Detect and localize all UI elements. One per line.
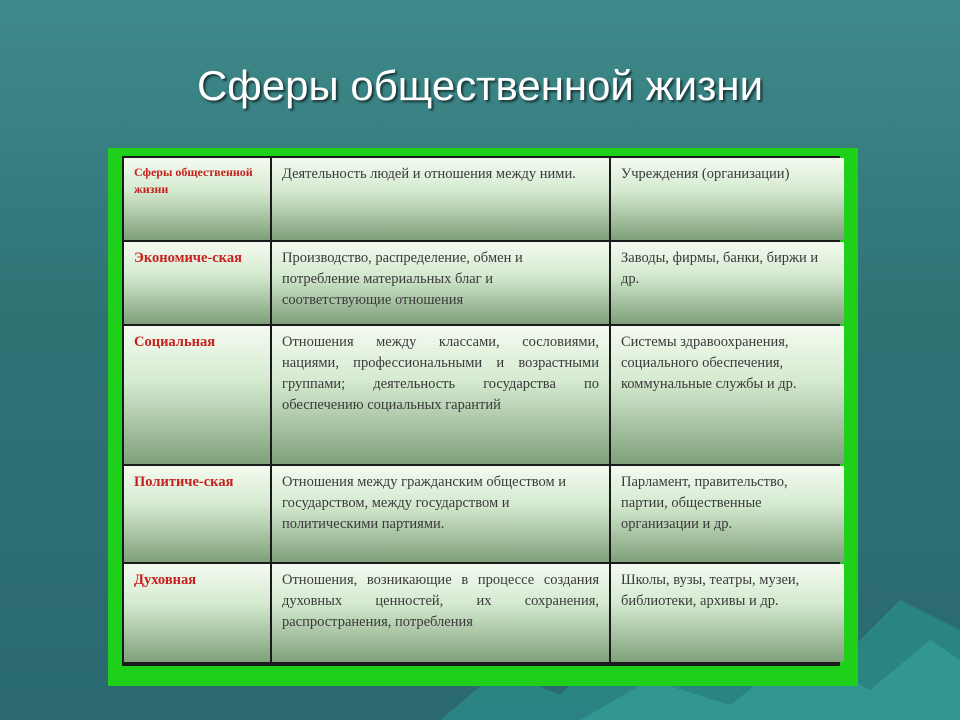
spheres-table [122,156,840,666]
slide-title: Сферы общественной жизни [196,62,764,109]
row-spiritual-activity: Отношения, возникающие в процессе создания духовных ценностей, их сохранения, распространения, потребления [272,564,609,662]
row-social-sphere: Социальная [124,326,270,464]
row-spiritual-sphere: Духовная [124,564,270,662]
row-economic-sphere: Экономиче-ская [124,242,270,324]
header-institutions: Учреждения (организации) [611,158,844,240]
row-social-activity: Отношения между классами, сословиями, нациями, профессиональными и возрастными группами; деятельность государства по обеспечению социальных гарантий [272,326,609,464]
row-spiritual-institutions: Школы, вузы, театры, музеи, библиотеки, архивы и др. [611,564,844,662]
row-political-sphere: Политиче-ская [124,466,270,562]
row-economic-institutions: Заводы, фирмы, банки, биржи и др. [611,242,844,324]
spheres-table-frame [108,148,858,686]
row-political-institutions: Парламент, правительство, партии, общественные организации и др. [611,466,844,562]
row-economic-activity: Производство, распределение, обмен и потребление материальных благ и соответствующие отношения [272,242,609,324]
header-sphere: Сферы общественной жизни [124,158,270,240]
row-social-institutions: Системы здравоохранения, социального обеспечения, коммунальные службы и др. [611,326,844,464]
header-activity: Деятельность людей и отношения между ними. [272,158,609,240]
row-political-activity: Отношения между гражданским обществом и государством, между государством и политическими партиями. [272,466,609,562]
